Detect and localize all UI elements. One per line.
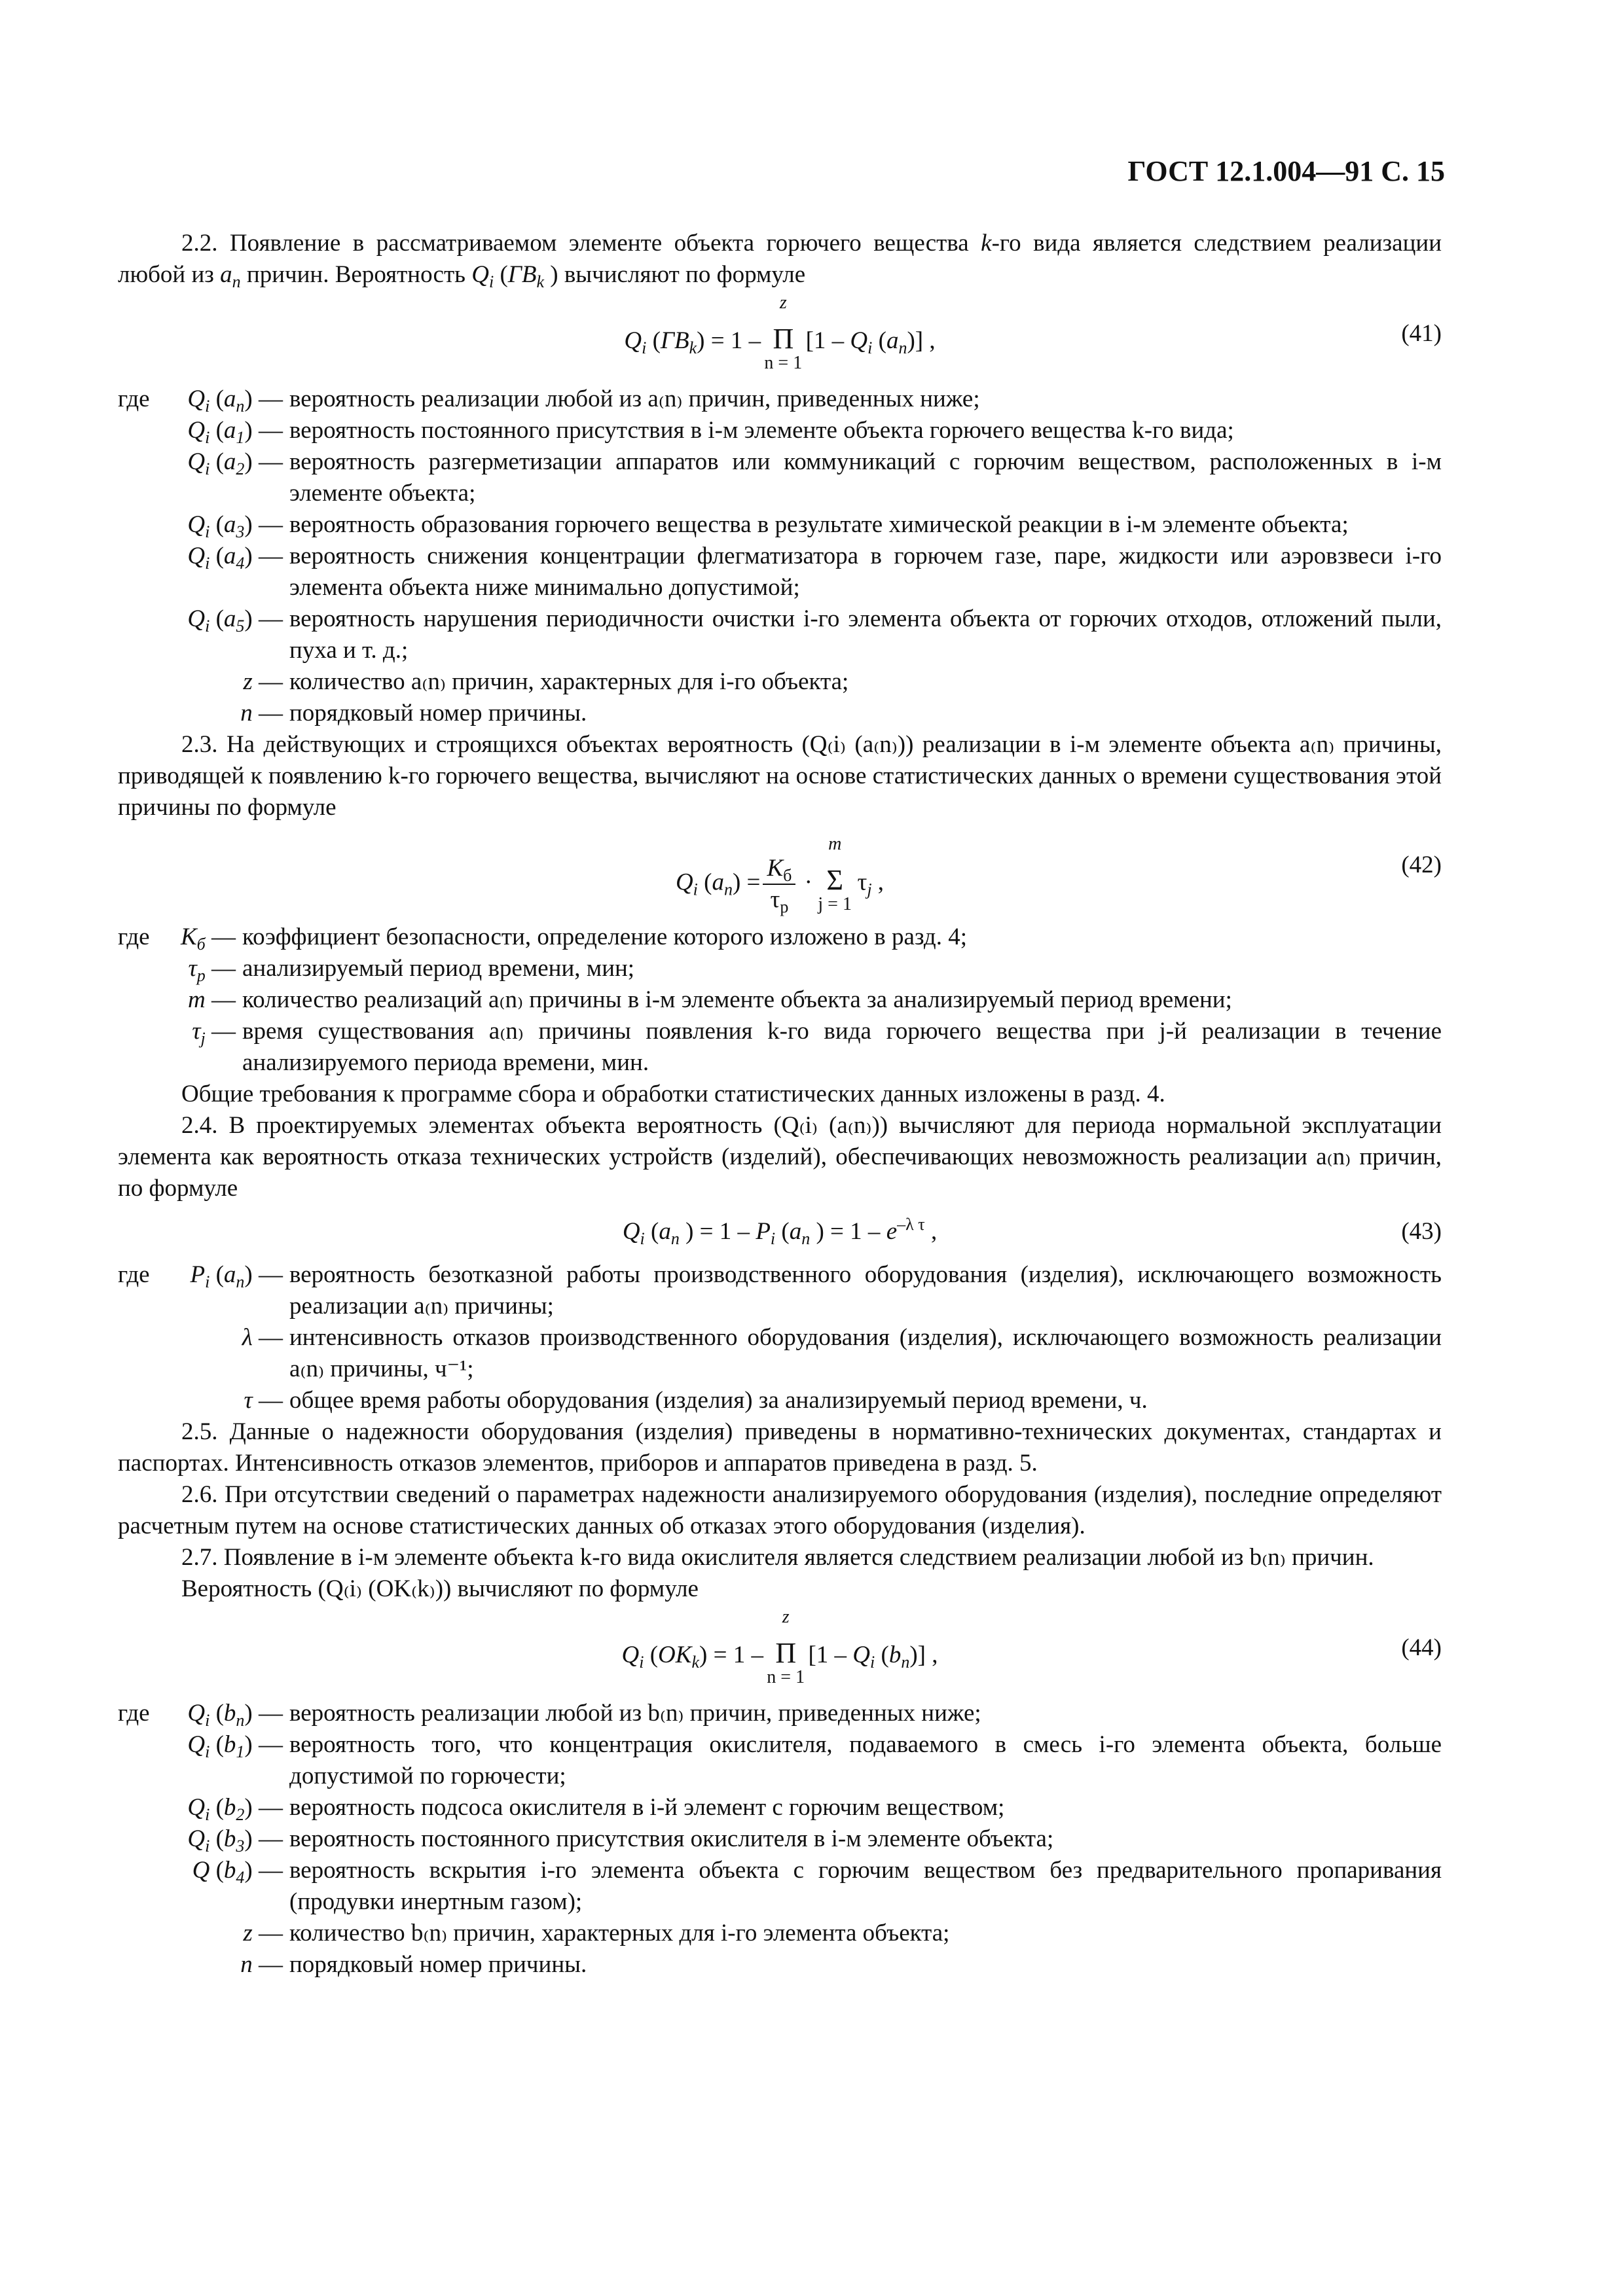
definition-item [118, 1855, 1442, 1918]
definition-symbol: $\tau_j$ — [192, 1018, 236, 1048]
definition-text: вероятность постоянного присутствия в i-м элементе объекта горючего вещества k-го вида; [289, 417, 1234, 444]
definition-item [118, 1918, 1442, 1949]
definition-text: количество b₍n₎ причин, характерных для i-го элемента объекта; [289, 1920, 950, 1946]
definition-symbol: n — [240, 700, 283, 726]
definition-text: количество a₍n₎ причин, характерных для i-го объекта; [289, 668, 849, 695]
definition-text: вероятность образования горючего вещества в результате химической реакции в i-м элементе объекта; [289, 511, 1349, 538]
paragraph-2-7: 2.7. Появление в i-м элементе объекта k-го вида окислителя является следствием реализации любой из b₍n₎ причин. [181, 1544, 1374, 1571]
formula-42: $Q_i$ $(a_n)$ = $\frac{K_б}{\tau_р}$ · m Σ j = 1 $\tau_j$ , (42) [675, 834, 1442, 916]
paragraph-2-3: 2.3. На действующих и строящихся объектах вероятность (Q₍i₎ (a₍n₎)) реализации в i-м элементе объекта a₍n₎ причины, приводящей к появлению k-го горючего вещества, вычисляют на основе статистических данных о времени существования этой причины по формуле [118, 731, 1442, 821]
definition-text: вероятность реализации любой из b₍n₎ причин, приведенных ниже; [289, 1700, 981, 1727]
page-header: ГОСТ 12.1.004—91 С. 15 [1127, 155, 1445, 187]
definition-text: порядковый номер причины. [289, 1951, 587, 1978]
definition-item [118, 984, 1442, 1016]
definition-item [118, 953, 1442, 984]
product-operator: z Π n = 1 [767, 1607, 805, 1687]
product-operator: z Π n = 1 [764, 293, 803, 373]
definition-item [118, 1259, 1442, 1322]
definition-symbol: m — [188, 986, 236, 1013]
paragraph-2-2: 2.2. Появление в рассматриваемом элементе объекта горючего вещества k-го вида является следствием реализации любой из $a_n$ причин. Вероятность $Q_i$ ($ГВ_k$ ) вычисляют по формуле [118, 230, 1442, 291]
definition-symbol: z — [243, 668, 283, 695]
formula-44: $Q_i$ $(OK_k) = 1$ – z Π n = 1 [$1 - Q_i$ $(b_n)$] , (44) [621, 1607, 1442, 1687]
definition-text: вероятность разгерметизации аппаратов или коммуникаций с горючим веществом, расположенных в i-м элементе объекта; [289, 448, 1442, 507]
definition-item [118, 541, 1442, 603]
paragraph-2-4: 2.4. В проектируемых элементах объекта вероятность (Q₍i₎ (a₍n₎)) вычисляют для периода нормальной эксплуатации элемента как вероятность отказа технических устройств (изделий), обеспечивающих невозможность реализации a₍n₎ причин, по формуле [118, 1112, 1442, 1202]
definition-item [118, 509, 1442, 541]
paragraph-2-5: 2.5. Данные о надежности оборудования (изделия) приведены в нормативно-технических документах, стандартах и паспортах. Интенсивность отказов элементов, приборов и аппаратов приведена в разд. 5. [118, 1418, 1442, 1477]
definition-symbol: где $Q_i$ $(a_n)$ — [118, 386, 283, 416]
definition-item [118, 1016, 1442, 1079]
formula-41: $Q_i$ $(ГВ_k) = 1$ – z Π n = 1 [$1 - Q_i$ $(a_n)$] , (41) [624, 293, 1442, 373]
definition-item [118, 1729, 1442, 1792]
definition-symbol: где $K_б$ — [118, 924, 236, 954]
definition-symbol: Q $(b_4)$ — [192, 1857, 283, 1887]
formula-number: (43) [1401, 1218, 1442, 1245]
definition-item [118, 698, 1442, 729]
formula-43: $Q_i$ ($a_n$ ) = $1 - P_i$ ($a_n$ ) = $1 - e^{-\lambda \tau}$ , (43) [622, 1215, 1442, 1248]
definitions-44 [118, 1698, 1442, 1981]
definition-text: порядковый номер причины. [289, 700, 587, 726]
definition-item [118, 1949, 1442, 1981]
definition-symbol: $Q_i$ $(a_4)$ — [187, 543, 283, 573]
definition-symbol: где $Q_i$ $(b_n)$ — [118, 1700, 283, 1730]
definition-symbol: $Q_i$ $(b_2)$ — [187, 1794, 283, 1824]
paragraph-2-7b: Вероятность (Q₍i₎ (OK₍k₎)) вычисляют по формуле [181, 1575, 699, 1602]
definition-item [118, 384, 1442, 415]
definition-text: вероятность снижения концентрации флегматизатора в горючем газе, паре, жидкости или аэровзвеси i-го элемента объекта ниже минимально допустимой; [289, 543, 1442, 601]
definition-item [118, 446, 1442, 509]
formula-number: (42) [1401, 852, 1442, 878]
definition-item [118, 603, 1442, 666]
definition-symbol: $Q_i$ $(b_3)$ — [187, 1825, 283, 1856]
definition-text: общее время работы оборудования (изделия) за анализируемый период времени, ч. [289, 1387, 1148, 1414]
definition-symbol: $Q_i$ $(a_2)$ — [187, 448, 283, 478]
definition-text: количество реализаций a₍n₎ причины в i-м элементе объекта за анализируемый период времени; [242, 986, 1232, 1013]
definition-item [118, 666, 1442, 698]
definitions-41 [118, 384, 1442, 729]
definition-symbol: z — [243, 1920, 283, 1946]
definition-item [118, 415, 1442, 446]
definition-text: время существования a₍n₎ причины появления k-го вида горючего вещества при j-й реализации в течение анализируемого периода времени, мин. [242, 1018, 1442, 1076]
definitions-43 [118, 1259, 1442, 1416]
definition-symbol: $Q_i$ $(a_1)$ — [187, 417, 283, 447]
sum-operator: m Σ j = 1 [818, 834, 852, 915]
definition-symbol: $Q_i$ $(b_1)$ — [187, 1731, 283, 1761]
document-body [118, 228, 1442, 1981]
definition-text: вероятность безотказной работы производственного оборудования (изделия), исключающего возможность реализации a₍n₎ причины; [289, 1261, 1442, 1319]
definition-item [118, 1792, 1442, 1823]
definition-item [118, 1385, 1442, 1416]
definition-symbol: λ — [242, 1324, 283, 1351]
definition-text: анализируемый период времени, мин; [242, 955, 635, 982]
definition-symbol: $Q_i$ $(a_3)$ — [187, 511, 283, 541]
definition-text: вероятность нарушения периодичности очистки i-го элемента объекта от горючих отходов, отложений пыли, пуха и т. д.; [289, 605, 1442, 664]
definition-symbol: где $P_i$ $(a_n)$ — [118, 1261, 283, 1291]
definition-item [118, 1322, 1442, 1385]
definitions-42 [118, 922, 1442, 1079]
paragraph-2-6: 2.6. При отсутствии сведений о параметрах надежности анализируемого оборудования (изделия), последние определяют расчетным путем на основе статистических данных об отказах этого оборудования (изделия). [118, 1481, 1442, 1539]
definition-text: коэффициент безопасности, определение которого изложено в разд. 4; [242, 924, 968, 950]
definition-symbol: $Q_i$ $(a_5)$ — [187, 605, 283, 636]
definition-symbol: n — [240, 1951, 283, 1978]
definition-item [118, 1823, 1442, 1855]
definition-item [118, 1698, 1442, 1729]
definition-symbol: $\tau_р$ — [188, 955, 236, 985]
fraction: $\frac{K_б}{\tau_р}$ [763, 853, 795, 915]
formula-number: (41) [1401, 320, 1442, 347]
definition-text: интенсивность отказов производственного оборудования (изделия), исключающего возможность реализации a₍n₎ причины, ч⁻¹; [289, 1324, 1442, 1382]
definition-text: вероятность того, что концентрация окислителя, подаваемого в смесь i-го элемента объекта, больше допустимой по горючести; [289, 1731, 1442, 1789]
paragraph-general: Общие требования к программе сбора и обработки статистических данных изложены в разд. 4. [181, 1081, 1165, 1107]
definition-text: вероятность реализации любой из a₍n₎ причин, приведенных ниже; [289, 386, 980, 412]
definition-text: вероятность постоянного присутствия окислителя в i-м элементе объекта; [289, 1825, 1054, 1852]
definition-symbol: τ — [244, 1387, 283, 1414]
definition-item [118, 922, 1442, 953]
formula-number: (44) [1401, 1634, 1442, 1661]
definition-text: вероятность подсоса окислителя в i-й элемент с горючим веществом; [289, 1794, 1005, 1821]
definition-text: вероятность вскрытия i-го элемента объекта с горючим веществом без предварительного пропаривания (продувки инертным газом); [289, 1857, 1442, 1915]
